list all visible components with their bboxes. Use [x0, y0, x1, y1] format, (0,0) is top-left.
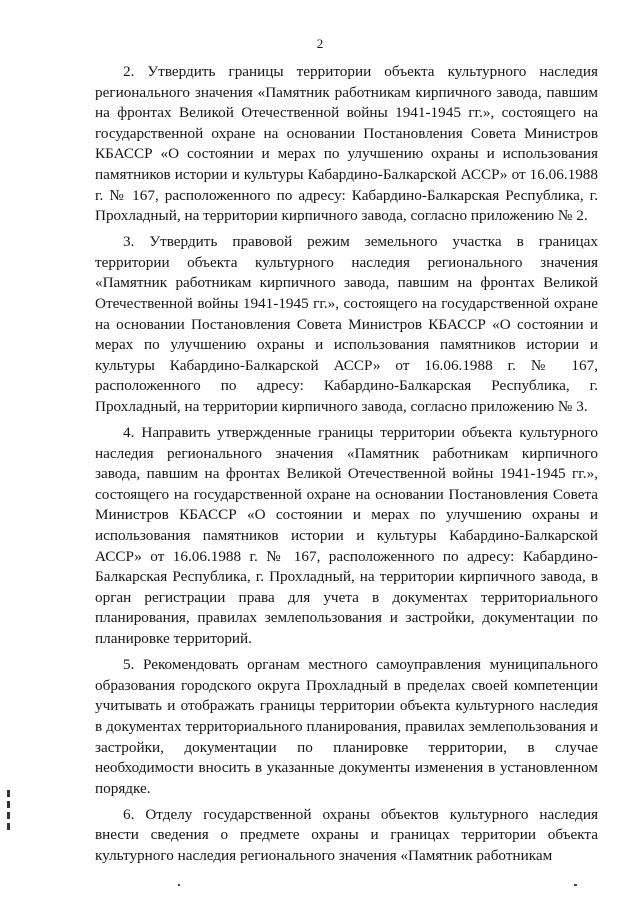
scan-margin-marks [3, 790, 15, 860]
paragraph-3: 3. Утвердить правовой режим земельного участка в границах территории объекта культурного наследия регионального значения «Памятник работникам кирпичного завода, павшим на фронтах Великой Отечественной войны 1941-1945 гг.», состоящего на государственной охране на основании Постановления Совета Министров КБАССР «О состоянии и мерах по улучшению охраны и использования памятников истории и культуры Кабардино-Балкарской АССР» от 16.06.1988 г. № 167, расположенного по адресу: Кабардино-Балкарская Республика, г. Прохладный, на территории кирпичного завода, согласно приложению № 3. [95, 233, 598, 415]
scan-mark [7, 823, 10, 830]
paragraph-6: 6. Отделу государственной охраны объектов культурного наследия внести сведения о предмете охраны и границах территории объекта культурного наследия регионального значения «Памятник работникам [95, 805, 598, 864]
paragraph-5: 5. Рекомендовать органам местного самоуправления муниципального образования городского округа Прохладный в пределах своей компетенции учитывать и отображать границы территории объекта культурного наследия в документах территориального планирования, правилах землепользования и застройки, документации по планировке территории, в случае необходимости вносить в указанные документы изменения в установленном порядке. [95, 656, 598, 797]
scan-mark [7, 790, 10, 797]
paragraph-2: 2. Утвердить границы территории объекта культурного наследия регионального значения «Памятник работникам кирпичного завода, павшим на фронтах Великой Отечественной войны 1941-1945 гг.», состоящего на государственной охране на основании Постановления Совета Министров КБАССР «О состоянии и мерах по улучшению охраны и использования памятников истории и культуры Кабардино-Балкарской АССР» от 16.06.1988 г. № 167, расположенного по адресу: Кабардино-Балкарская Республика, г. Прохладный, на территории кирпичного завода, согласно приложению № 2. [95, 63, 598, 225]
scan-mark [7, 801, 10, 808]
scan-artifact [178, 884, 180, 886]
scan-mark [7, 812, 10, 819]
paragraph-4: 4. Направить утвержденные границы территории объекта культурного наследия регионального значения «Памятник работникам кирпичного завода, павшим на фронтах Великой Отечественной войны 1941-1945 гг.», состоящего на государственной охране на основании Постановления Совета Министров КБАССР «О состоянии и мерах по улучшению охраны и использования памятников истории и культуры Кабардино-Балкарской АССР» от 16.06.1988 г. № 167, расположенного по адресу: Кабардино-Балкарская Республика, г. Прохладный, на территории кирпичного завода, в орган регистрации права для учета в документах территориального планирования, правилах землепользования и застройки, документации по планировке территорий. [95, 424, 598, 648]
scan-artifact [574, 884, 577, 886]
page-number: 2 [316, 36, 324, 51]
document-body [95, 62, 598, 872]
